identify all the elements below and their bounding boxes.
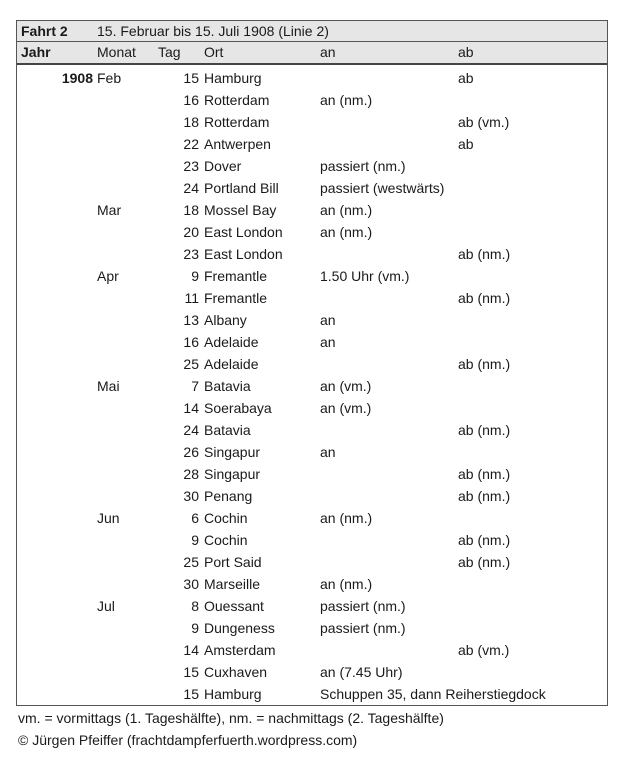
cell-tag: 30 [183,576,199,592]
cell-tag: 24 [183,180,199,196]
cell-tag: 7 [191,378,199,394]
table-row [17,265,607,287]
cell-ab: ab (nm.) [458,488,511,504]
cell-ort: Singapur [204,444,261,460]
cell-ort: Amsterdam [204,642,276,658]
cell-an: an (7.45 Uhr) [320,664,403,680]
cell-tag: 14 [183,642,199,658]
cell-an: Schuppen 35, dann Reiherstiegdock [320,686,546,702]
cell-tag: 8 [191,598,199,614]
table-row [17,529,607,551]
cell-tag: 23 [183,158,199,174]
cell-ort: Soerabaya [204,400,272,416]
cell-ab: ab (vm.) [458,642,510,658]
cell-ort: Antwerpen [204,136,271,152]
cell-tag: 11 [184,290,199,306]
cell-tag: 18 [183,114,199,130]
table-row [17,221,607,243]
cell-jahr: 1908 [61,70,93,86]
cell-an: passiert (nm.) [320,620,406,636]
cell-an: passiert (nm.) [320,598,406,614]
cell-ab: ab [458,136,474,152]
cell-tag: 6 [191,510,199,526]
header-ab: ab [458,44,474,60]
footnote: vm. = vormittags (1. Tageshälfte), nm. = nachmittags (2. Tageshälfte) [18,710,444,726]
header-tag: Tag [158,44,181,60]
table-row [17,419,607,441]
cell-ort: Batavia [204,422,251,438]
cell-an: an (nm.) [320,92,373,108]
cell-ort: Rotterdam [204,114,270,130]
header-monat: Monat [97,44,136,60]
table-row [17,485,607,507]
table-body [17,65,607,705]
cell-ort: Marseille [204,576,261,592]
voyage-table [16,20,608,706]
cell-an: an (vm.) [320,378,372,394]
cell-ort: Penang [204,488,253,504]
table-row [17,89,607,111]
table-row [17,353,607,375]
cell-ab: ab (vm.) [458,114,510,130]
cell-tag: 28 [183,466,199,482]
cell-monat: Apr [97,268,119,284]
cell-ab: ab (nm.) [458,356,511,372]
cell-an: passiert (westwärts) [320,180,445,196]
cell-monat: Jul [97,598,115,614]
cell-monat: Mar [97,202,122,218]
cell-ab: ab (nm.) [458,290,511,306]
cell-ab: ab (nm.) [458,422,511,438]
cell-ort: Cochin [204,510,248,526]
cell-ort: Singapur [204,466,261,482]
cell-ort: Fremantle [204,290,268,306]
table-row [17,331,607,353]
cell-ab: ab (nm.) [458,554,511,570]
cell-tag: 20 [183,224,199,240]
cell-ort: East London [204,224,283,240]
cell-ort: Cuxhaven [204,664,268,680]
table-row [17,243,607,265]
cell-ort: Ouessant [204,598,264,614]
cell-ort: Port Said [204,554,262,570]
cell-ort: Albany [204,312,247,328]
cell-ab: ab (nm.) [458,466,511,482]
cell-tag: 25 [183,554,199,570]
cell-an: an [320,444,336,460]
title-bar [17,21,607,42]
cell-ab: ab (nm.) [458,246,511,262]
table-row [17,155,607,177]
table-row [17,683,607,705]
table-row [17,133,607,155]
cell-tag: 15 [183,70,199,86]
header-an: an [320,44,336,60]
table-row [17,199,607,221]
cell-tag: 15 [183,664,199,680]
table-row [17,551,607,573]
cell-tag: 15 [183,686,199,702]
cell-tag: 24 [183,422,199,438]
cell-ort: Rotterdam [204,92,270,108]
voyage-date-range: 15. Februar bis 15. Juli 1908 (Linie 2) [97,23,329,39]
cell-ort: Hamburg [204,686,262,702]
cell-tag: 13 [183,312,199,328]
cell-tag: 25 [183,356,199,372]
cell-ort: Portland Bill [204,180,279,196]
cell-ort: Batavia [204,378,251,394]
cell-tag: 30 [183,488,199,504]
table-header [17,42,607,65]
cell-ab: ab [458,70,474,86]
cell-monat: Jun [97,510,120,526]
cell-tag: 22 [183,136,199,152]
cell-an: an (nm.) [320,202,373,218]
cell-ort: Adelaide [204,356,259,372]
cell-ort: Dungeness [204,620,275,636]
cell-ort: East London [204,246,283,262]
cell-tag: 23 [183,246,199,262]
cell-an: an (nm.) [320,576,373,592]
cell-an: an [320,334,336,350]
cell-tag: 9 [191,620,199,636]
cell-an: 1.50 Uhr (vm.) [320,268,410,284]
cell-ort: Mossel Bay [204,202,277,218]
table-row [17,111,607,133]
cell-an: an [320,312,336,328]
table-row [17,573,607,595]
cell-ort: Adelaide [204,334,259,350]
header-jahr: Jahr [21,44,51,60]
table-row [17,375,607,397]
cell-ort: Hamburg [204,70,262,86]
cell-tag: 9 [191,532,199,548]
table-row [17,661,607,683]
table-row [17,463,607,485]
cell-an: an (vm.) [320,400,372,416]
cell-an: an (nm.) [320,224,373,240]
cell-tag: 16 [183,334,199,350]
table-row [17,507,607,529]
cell-an: an (nm.) [320,510,373,526]
table-row [17,617,607,639]
cell-tag: 16 [183,92,199,108]
table-row [17,67,607,89]
voyage-document [16,20,608,751]
cell-monat: Feb [97,70,122,86]
cell-tag: 9 [191,268,199,284]
table-row [17,595,607,617]
voyage-label: Fahrt 2 [21,23,68,39]
table-row [17,639,607,661]
table-row [17,397,607,419]
table-row [17,177,607,199]
cell-ort: Fremantle [204,268,268,284]
header-ort: Ort [204,44,224,60]
cell-tag: 18 [183,202,199,218]
cell-an: passiert (nm.) [320,158,406,174]
table-row [17,309,607,331]
cell-ort: Cochin [204,532,248,548]
cell-tag: 26 [183,444,199,460]
table-row [17,287,607,309]
cell-tag: 14 [183,400,199,416]
table-row [17,441,607,463]
cell-ab: ab (nm.) [458,532,511,548]
cell-monat: Mai [97,378,120,394]
cell-ort: Dover [204,158,242,174]
copyright-notice: © Jürgen Pfeiffer (frachtdampferfuerth.wordpress.com) [18,732,358,748]
